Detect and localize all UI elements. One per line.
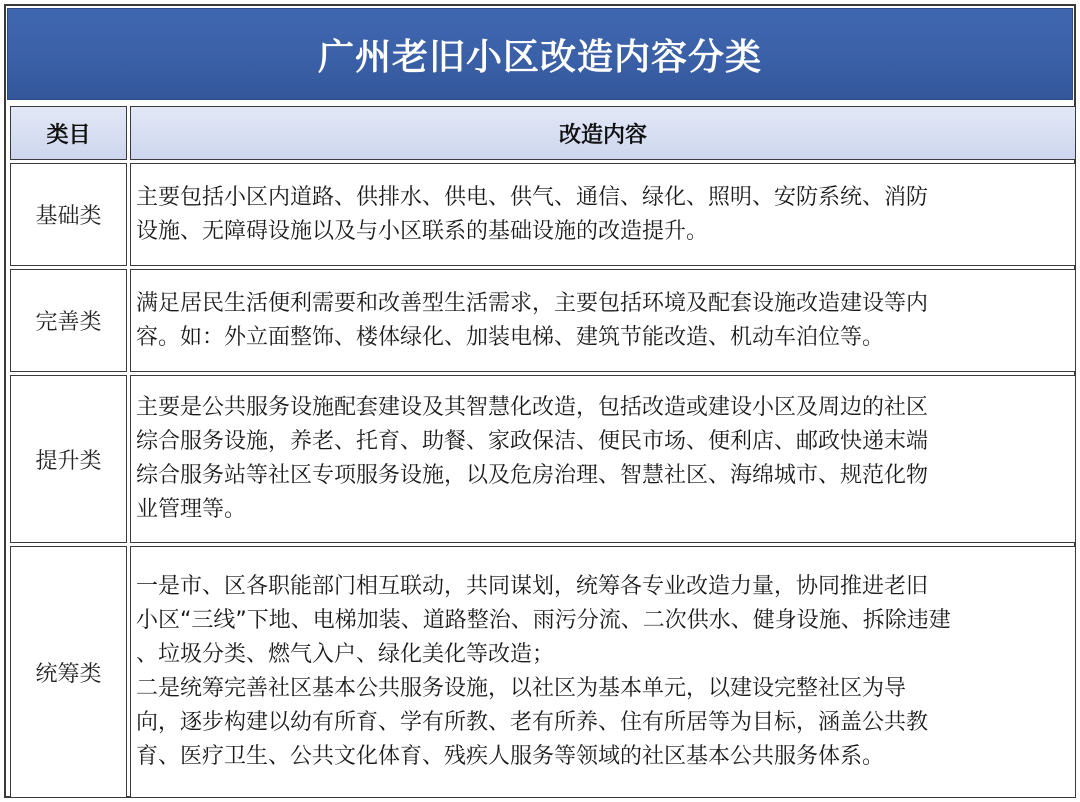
table-row [10, 269, 1076, 372]
content-line: 、垃圾分类、燃气入户、绿化美化等改造； [136, 642, 555, 667]
content-line: 业管理等。 [136, 497, 247, 522]
content-cell [130, 269, 1076, 372]
content-line: 容。如：外立面整饰、楼体绿化、加装电梯、建筑节能改造、机动车泊位等。 [136, 324, 885, 350]
content-line: 主要包括小区内道路、供排水、供电、供气、通信、绿化、照明、安防系统、消防 [136, 184, 929, 210]
content-line: 满足居民生活便利需要和改善型生活需求，主要包括环境及配套设施改造建设等内 [136, 290, 929, 316]
table-title-text: 广州老旧小区改造内容分类 [317, 36, 762, 78]
content-line: 主要是公共服务设施配套建设及其智慧化改造，包括改造或建设小区及周边的社区 [136, 395, 929, 420]
content-line: 小区“三线”下地、电梯加装、道路整治、雨污分流、二次供水、健身设施、拆除违建 [136, 608, 951, 633]
content-cell [130, 375, 1076, 543]
table-row [10, 163, 1076, 266]
table-row [10, 546, 1076, 798]
category-cell: 完善类 [10, 269, 127, 372]
content-line: 一是市、区各职能部门相互联动，共同谋划，统筹各专业改造力量，协同推进老旧 [136, 574, 929, 599]
content-line: 综合服务站等社区专项服务设施，以及危房治理、智慧社区、海绵城市、规范化物 [136, 463, 929, 488]
header-content: 改造内容 [130, 106, 1076, 160]
header-row [10, 106, 1076, 160]
table-row [10, 375, 1076, 543]
content-line: 育、医疗卫生、公共文化体育、残疾人服务等领域的社区基本公共服务体系。 [136, 744, 885, 769]
content-line: 设施、无障碍设施以及与小区联系的基础设施的改造提升。 [136, 218, 709, 244]
category-cell: 统筹类 [10, 546, 127, 798]
content-cell [130, 163, 1076, 266]
category-cell: 提升类 [10, 375, 127, 543]
content-cell [130, 546, 1076, 798]
header-category: 类目 [10, 106, 127, 160]
category-cell: 基础类 [10, 163, 127, 266]
classification-table [7, 103, 1079, 801]
content-line: 综合服务设施，养老、托育、助餐、家政保洁、便民市场、便利店、邮政快递末端 [136, 429, 929, 454]
content-line: 二是统筹完善社区基本公共服务设施，以社区为基本单元，以建设完整社区为导 [136, 676, 907, 701]
content-line: 向，逐步构建以幼有所育、学有所教、老有所养、住有所居等为目标，涵盖公共教 [136, 710, 929, 735]
table-title [7, 8, 1073, 100]
